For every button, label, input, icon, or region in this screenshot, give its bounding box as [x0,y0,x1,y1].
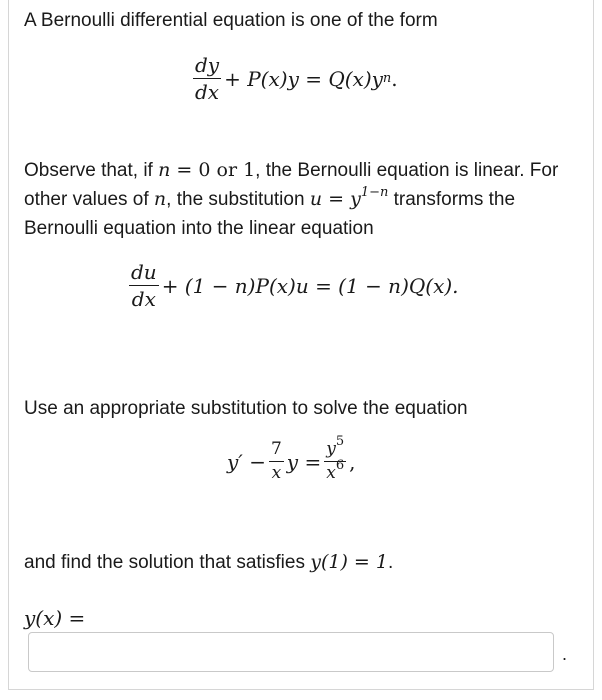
derivative-fraction: $\frac{dy}{dx}$ [195,53,220,104]
target-equation: y′ − $\frac{7}{x}$ y = $\frac{y^5}{x^6}$ , [227,434,356,483]
linear-equation: $\frac{du}{dx}$ + (1 − n)P(x)u = (1 − n)Q(x). [131,260,459,311]
bernoulli-equation: $\frac{dy}{dx}$ + P(x)y = Q(x)y n . [195,53,398,104]
coefficient-fraction: $\frac{7}{x}$ [270,439,282,483]
observation-line-2: other values of n, the substitution $u = y^{1-n}$ transforms the [24,185,516,210]
answer-input[interactable] [28,632,554,672]
observation-line-3: Bernoulli equation into the linear equation [24,218,374,239]
trailing-period: . [562,644,568,664]
answer-label: y(x) = [24,606,86,630]
rhs-fraction: $\frac{y^5}{x^6}$ [326,434,345,483]
condition-text: and find the solution that satisfies y(1) = 1. [24,551,394,573]
intro-text: A Bernoulli differential equation is one of the form [24,10,438,31]
prompt-text: Use an appropriate substitution to solve the equation [24,398,468,419]
derivative-fraction: $\frac{du}{dx}$ [131,260,157,311]
observation-line-1: Observe that, if n = 0 or 1, the Bernoulli equation is linear. For [24,159,559,181]
